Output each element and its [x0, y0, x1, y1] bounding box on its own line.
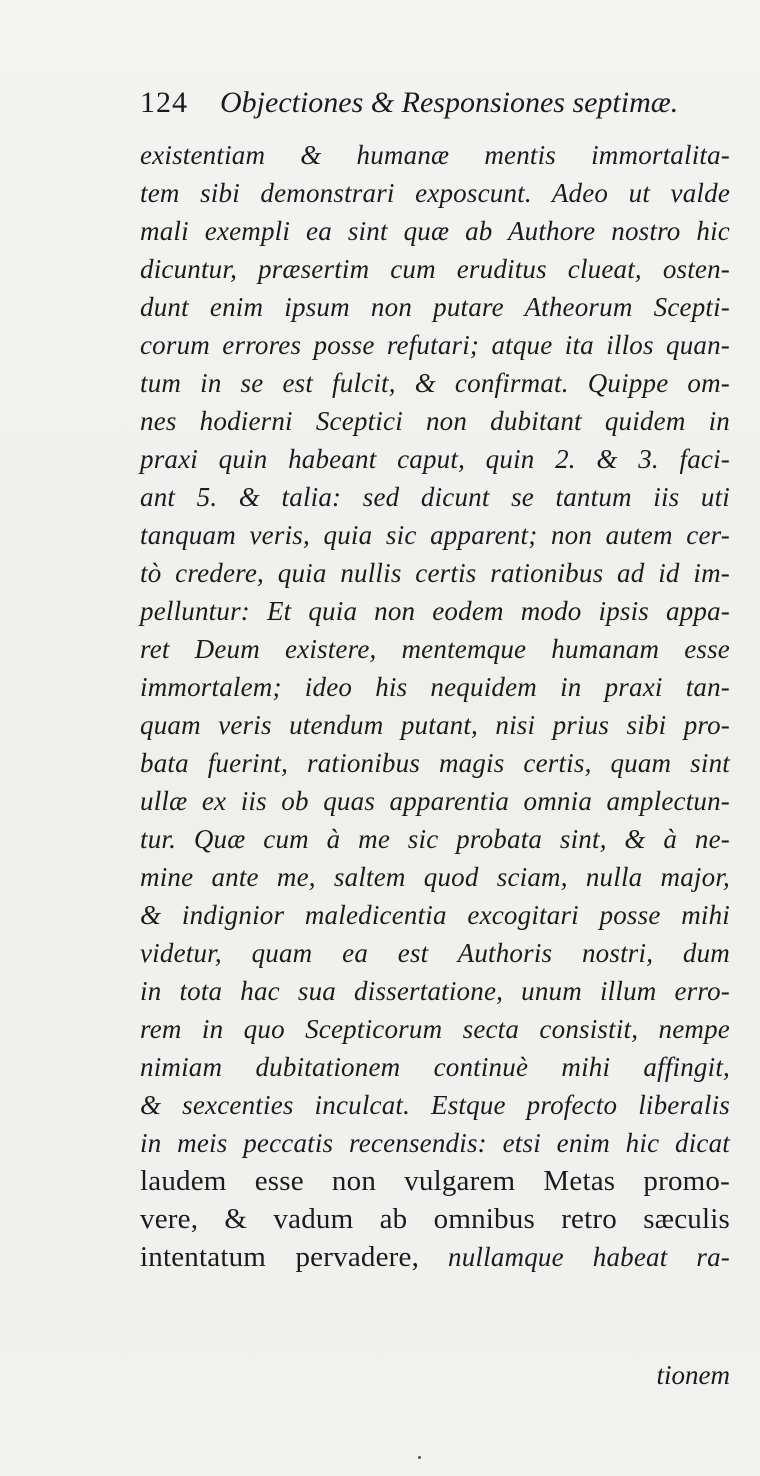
text-line-4: dicuntur, præsertim cum eruditus clueat, osten- [140, 254, 730, 284]
text-line-1: existentiam & humanæ mentis immortalita- [140, 140, 730, 170]
text-line-9: praxi quin habeant caput, quin 2. & 3. faci- [140, 444, 730, 474]
text-line-17: bata fuerint, rationibus magis certis, quam sint [140, 748, 730, 778]
text-line-13: pelluntur: Et quia non eodem modo ipsis appa- [140, 596, 730, 626]
text-line-16: quam veris utendum putant, nisi prius sibi pro- [140, 710, 730, 740]
text-line-19: tur. Quæ cum à me sic probata sint, & à ne- [140, 824, 730, 854]
text-line-8: nes hodierni Sceptici non dubitant quidem in [140, 406, 730, 436]
page-header [140, 86, 730, 126]
text-line-29: vere, & vadum ab omnibus retro sæculis [140, 1203, 730, 1235]
text-line-2: tem sibi demonstrari exposcunt. Adeo ut valde [140, 178, 730, 208]
text-line-20: mine ante me, saltem quod sciam, nulla major, [140, 862, 730, 892]
text-line-21: & indignior maledicentia excogitari posse mihi [140, 900, 730, 930]
text-line-5: dunt enim ipsum non putare Atheorum Scepti- [140, 292, 730, 322]
paper-speck [418, 1456, 421, 1459]
text-line-10: ant 5. & talia: sed dicunt se tantum iis uti [140, 482, 730, 512]
text-line-11: tanquam veris, quia sic apparent; non autem cer- [140, 520, 730, 550]
text-line-6: corum errores posse refutari; atque ita illos quan- [140, 330, 730, 360]
text-line-25: nimiam dubitationem continuè mihi affingit, [140, 1052, 730, 1082]
text-line-28: laudem esse non vulgarem Metas promo- [140, 1165, 730, 1197]
text-line-26: & sexcenties inculcat. Estque profecto liberalis [140, 1090, 730, 1120]
text-line-30-italic: nullamque habeat ra- [448, 1242, 731, 1272]
text-line-14: ret Deum existere, mentemque humanam esse [140, 634, 730, 664]
text-line-30-roman: intentatum pervadere, [140, 1241, 420, 1273]
body-text [140, 136, 730, 1276]
text-line-30 [140, 1238, 730, 1276]
text-line-23: in tota hac sua dissertatione, unum illum erro- [140, 976, 730, 1006]
catchword: tionem [656, 1360, 730, 1390]
text-line-24: rem in quo Scepticorum secta consistit, nempe [140, 1014, 730, 1044]
text-line-22: videtur, quam ea est Authoris nostri, dum [140, 938, 730, 968]
text-line-3: mali exempli ea sint quæ ab Authore nostro hic [140, 216, 730, 246]
page-number: 124 [140, 86, 188, 119]
text-line-7: tum in se est fulcit, & confirmat. Quippe om- [140, 368, 730, 398]
text-line-27: in meis peccatis recensendis: etsi enim hic dicat [140, 1128, 730, 1158]
text-line-18: ullæ ex iis ob quas apparentia omnia amplectun- [140, 786, 730, 816]
text-line-12: tò credere, quia nullis certis rationibus ad id im- [140, 558, 730, 588]
running-head: Objectiones & Responsiones septimæ. [220, 86, 679, 119]
text-line-15: immortalem; ideo his nequidem in praxi tan- [140, 672, 730, 702]
